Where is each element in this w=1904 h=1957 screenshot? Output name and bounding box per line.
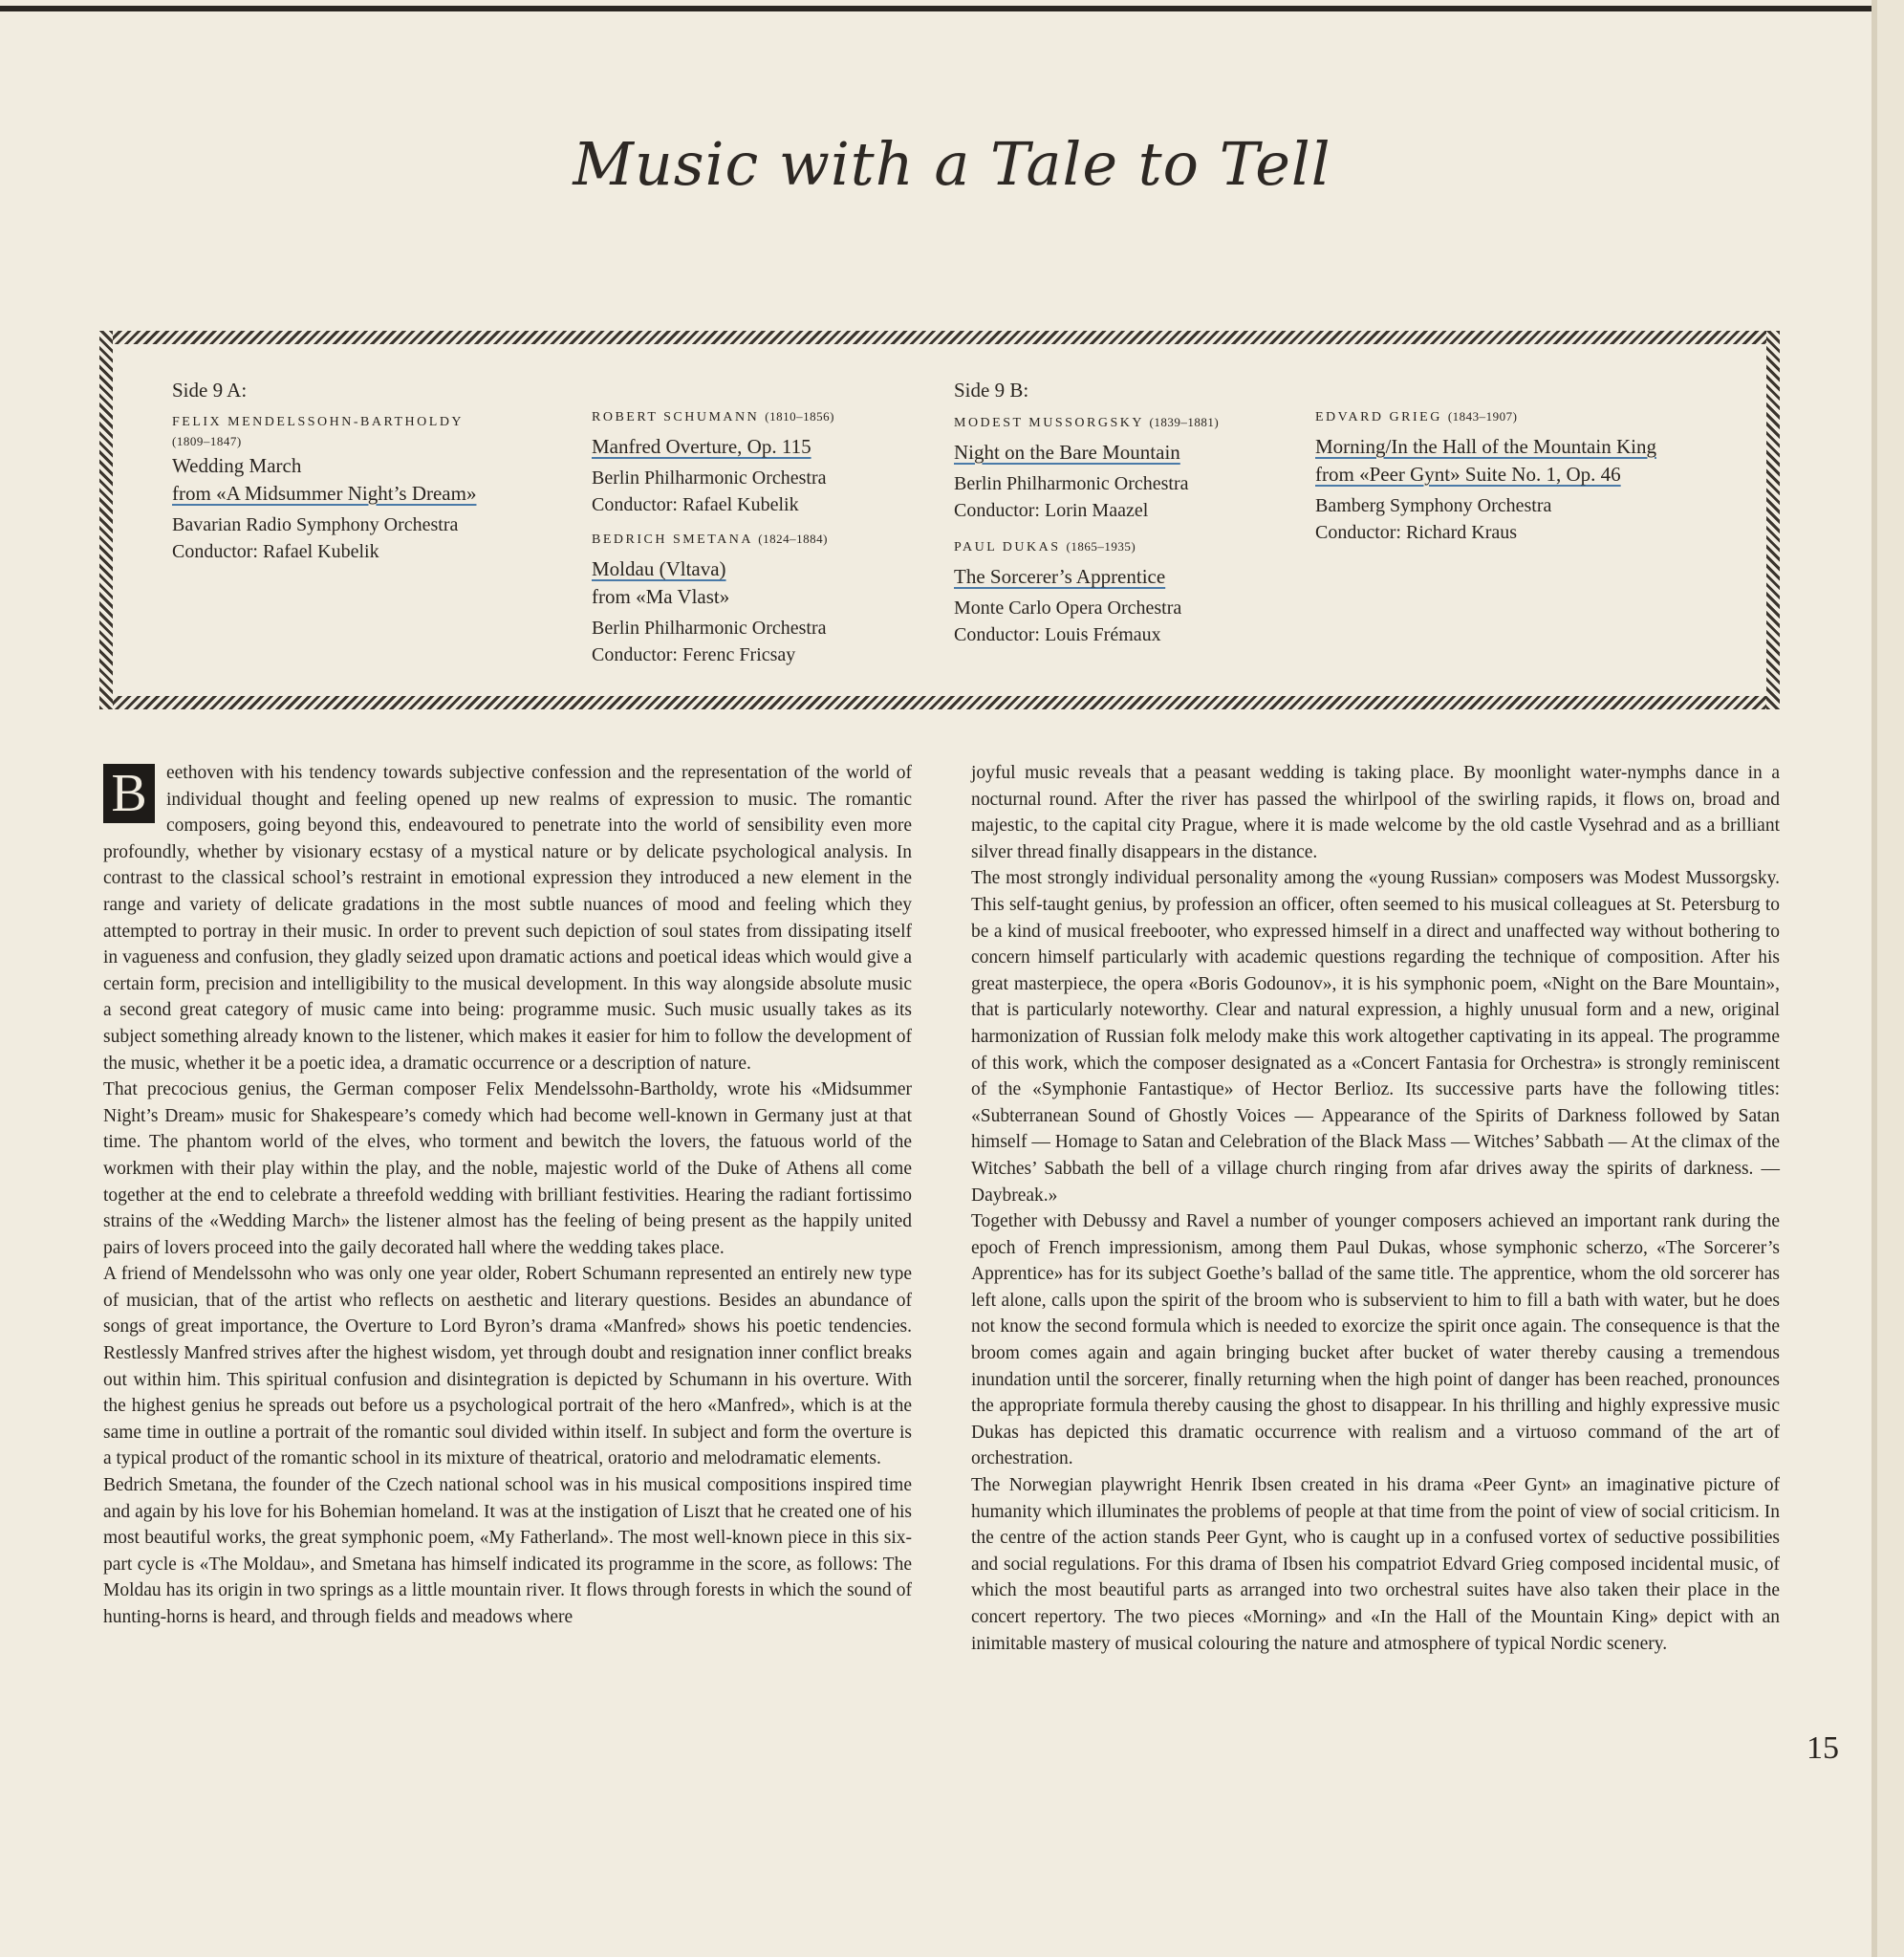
side-a-label: Side 9 A:: [172, 379, 248, 402]
composer-years: (1824–1884): [758, 532, 828, 546]
composer-name: [1315, 407, 1736, 427]
orchestra-name: Bamberg Symphony Orchestra: [1315, 495, 1552, 516]
paragraph-text: eethoven with his tendency towards subjective confession and the representation of the world of individual thought and feeling opened up new realms of expression to music. The romantic composers, going beyond this, endeavoured to penetrate into the world of sensibility even more profoundly, whether by visionary ecstasy of a mystical nature or by delicate psychological analysis. In contrast to the classical school’s restraint in emotional expression they introduced a new element in the range and variety of delicate gradations in the most subtle nuances of mood and feeling which they attempted to portray in their music. In order to prevent such depiction of soul states from dissipating itself in vagueness and confusion, they gladly seized upon dramatic actions and poetical ideas which would give a certain form, precision and intelligibility to the musical development. In this way alongside absolute music a second great category of music came into being: programme music. Such music usually takes as its subject something already known to the listener, which makes it easier for him to follow the development of the music, whether it be a poetic idea, a dramatic occurrence or a description of nature.: [103, 763, 912, 1074]
ornamental-border-right: [1766, 331, 1780, 709]
body-column-left: [103, 760, 912, 1631]
top-edge-line: [0, 6, 1888, 11]
work-source: from «Ma Vlast»: [592, 585, 730, 608]
orchestra-name: Berlin Philharmonic Orchestra: [954, 473, 1189, 494]
page-edge: [1877, 0, 1904, 1957]
work-title: Morning/In the Hall of the Mountain King: [1315, 435, 1656, 458]
track-column-4: [1315, 407, 1736, 546]
orchestra-name: Berlin Philharmonic Orchestra: [592, 618, 827, 639]
composer-years: (1843–1907): [1447, 409, 1518, 424]
composer-years: (1865–1935): [1066, 539, 1136, 554]
ornamental-border-left: [99, 331, 113, 709]
composer-label: EDVARD GRIEG: [1315, 410, 1442, 424]
track-column-2: [592, 407, 936, 668]
work-title: Manfred Overture, Op. 115: [592, 435, 811, 458]
body-paragraph: The most strongly individual personality among the «young Russian» composers was Modest Mussorgsky. This self-taught genius, by profession an officer, often seemed to his musical colleagues at St. Petersburg to be a kind of musical freebooter, who expressed himself in a direct and unaffected way without bothering to concern himself particularly with academic questions regarding the technique of composition. After his great masterpiece, the opera «Boris Godounov», it is his symphonic poem, «Night on the Bare Mountain», that is particularly noteworthy. Clear and natural expression, a highly unusual form and a new, original harmonization of Russian folk melody make this work altogether captivating in its appeal. The programme of this work, which the composer designated as a «Concert Fantasia for Orchestra» is strongly reminiscent of the «Symphonie Fantastique» of Hector Berlioz. Its successive parts have the following titles: «Subterranean Sound of Ghostly Voices — Appearance of the Spirits of Darkness followed by Satan himself — Homage to Satan and Celebration of the Black Mass — Witches’ Sabbath — At the climax of the Witches’ Sabbath the bell of a village church ringing from afar drives away the spirits of darkness. — Daybreak.»: [971, 868, 1781, 1206]
composer-years: (1809–1847): [172, 434, 242, 448]
body-paragraph: Together with Debussy and Ravel a number of younger composers achieved an important rank during the epoch of French impressionism, among them Paul Dukas, whose symphonic scherzo, «The Sorcerer’s Apprentice» has for its subject Goethe’s ballad of the same title. The apprentice, whom the old sorcerer has left alone, calls upon the spirit of the broom who is subservient to him to fill a bath with water, but he does not know the second formula which is needed to exorcize the spirit once again. The consequence is that the broom comes again and again bringing bucket after bucket of water thereby causing a tremendous inundation until the sorcerer, finally returning when the high point of danger has been reached, pronounces the appropriate formula thereby causing the ghost to disappear. In his thrilling and highly expressive music Dukas has depicted this dramatic occurrence with realism and a virtuoso command of the art of orchestration.: [971, 1211, 1780, 1469]
conductor-name: Conductor: Rafael Kubelik: [592, 494, 799, 515]
body-column-right: [971, 760, 1780, 1657]
work-title: Wedding March: [172, 454, 302, 477]
body-paragraph: joyful music reveals that a peasant wedding is taking place. By moonlight water-nymphs dance in a nocturnal round. After the river has passed the whirlpool of the swirling rapids, it flows on, broad and majestic, to the capital city Prague, where it is made welcome by the old castle Vysehrad and as a brilliant silver thread finally disappears in the distance.: [971, 763, 1780, 862]
composer-years: (1839–1881): [1149, 415, 1220, 429]
side-b-label: Side 9 B:: [954, 379, 1029, 402]
conductor-name: Conductor: Ferenc Fricsay: [592, 644, 796, 665]
conductor-name: Conductor: Lorin Maazel: [954, 500, 1149, 521]
conductor-name: Conductor: Richard Kraus: [1315, 522, 1518, 543]
conductor-name: Conductor: Louis Frémaux: [954, 624, 1161, 645]
body-paragraph: A friend of Mendelssohn who was only one year older, Robert Schumann represented an entirely new type of musician, that of the artist who reflects on aesthetic and literary questions. Besides an abundance of songs of great importance, the Overture to Lord Byron’s drama «Manfred» shows his poetic tendencies. Restlessly Manfred strives after the highest wisdom, yet through doubt and resignation inner conflict breaks out within him. This spiritual confusion and disintegration is depicted by Schumann in his overture. With the highest genius he spreads out before us a psychological portrait of the hero «Manfred», which is at the same time in outline a portrait of the romantic soul divided within itself. In subject and form the overture is a typical product of the romantic school in its mixture of theatrical, oratorio and melodramatic elements.: [103, 1264, 912, 1469]
page-title: Music with a Tale to Tell: [573, 129, 1331, 199]
composer-label: FELIX MENDELSSOHN-BARTHOLDY: [172, 415, 465, 429]
body-paragraph: Bedrich Smetana, the founder of the Czech national school was in his musical compositions inspired time and again by his love for his Bohemian homeland. It was at the instigation of Liszt that he created one of his most beautiful works, the great symphonic poem, «My Fatherland». The most well-known piece in this six-part cycle is «The Moldau», and Smetana has himself indicated its programme in the score, as follows: The Moldau has its origin in two springs as a little mountain river. It flows through forests in which the sound of hunting-horns is heard, and through fields and meadows where: [103, 1475, 912, 1627]
composer-label: PAUL DUKAS: [954, 540, 1061, 554]
orchestra-name: Berlin Philharmonic Orchestra: [592, 468, 827, 489]
track-column-1: [172, 377, 554, 565]
body-paragraph: That precocious genius, the German composer Felix Mendelssohn-Bartholdy, wrote his «Midsummer Night’s Dream» music for Shakespeare’s comedy which had become well-known in Germany just at that time. The phantom world of the elves, who torment and bewitch the lovers, the fatuous world of the workmen with their play within the play, and the noble, majestic world of the Duke of Athens all come together at the end to celebrate a threefold wedding with brilliant festivities. Hearing the radiant fortissimo strains of the «Wedding March» the listener almost has the feeling of being present as the happily united pairs of lovers proceed into the gaily decorated hall where the wedding takes place.: [103, 1079, 912, 1258]
track-column-3: [954, 377, 1298, 648]
composer-label: BEDRICH SMETANA: [592, 533, 753, 547]
conductor-name: Conductor: Rafael Kubelik: [172, 541, 379, 562]
work-source: from «Peer Gynt» Suite No. 1, Op. 46: [1315, 463, 1621, 486]
composer-name: [954, 413, 1298, 433]
orchestra-name: Monte Carlo Opera Orchestra: [954, 598, 1182, 619]
composer-label: MODEST MUSSORGSKY: [954, 416, 1144, 430]
ornamental-border-bottom: [99, 696, 1780, 709]
work-title: The Sorcerer’s Apprentice: [954, 565, 1166, 588]
body-paragraph: [103, 760, 912, 1076]
page-number: 15: [1807, 1730, 1839, 1766]
work-source: from «A Midsummer Night’s Dream»: [172, 482, 477, 505]
work-title: Night on the Bare Mountain: [954, 441, 1180, 464]
composer-name: [954, 537, 1298, 557]
composer-name: [592, 407, 936, 427]
composer-name: [172, 413, 554, 452]
track-listing-box: [99, 331, 1780, 709]
composer-years: (1810–1856): [765, 409, 834, 424]
composer-label: ROBERT SCHUMANN: [592, 410, 760, 424]
drop-cap: B: [103, 764, 155, 823]
body-paragraph: The Norwegian playwright Henrik Ibsen created in his drama «Peer Gynt» an imaginative picture of humanity which illuminates the problems of people at that time from the point of view of social criticism. In the centre of the action stands Peer Gynt, who is caught up in a confused vortex of seductive possibilities and social regulations. For this drama of Ibsen his compatriot Edvard Grieg composed incidental music, of which the most beautiful parts as arranged into two orchestral suites have also taken their place in the concert repertory. The two pieces «Morning» and «In the Hall of the Mountain King» depict with an inimitable mastery of musical colouring the nature and atmosphere of typical Nordic scenery.: [971, 1475, 1780, 1654]
work-title: Moldau (Vltava): [592, 557, 726, 580]
ornamental-border-top: [99, 331, 1780, 344]
orchestra-name: Bavarian Radio Symphony Orchestra: [172, 514, 459, 535]
composer-name: [592, 530, 936, 550]
